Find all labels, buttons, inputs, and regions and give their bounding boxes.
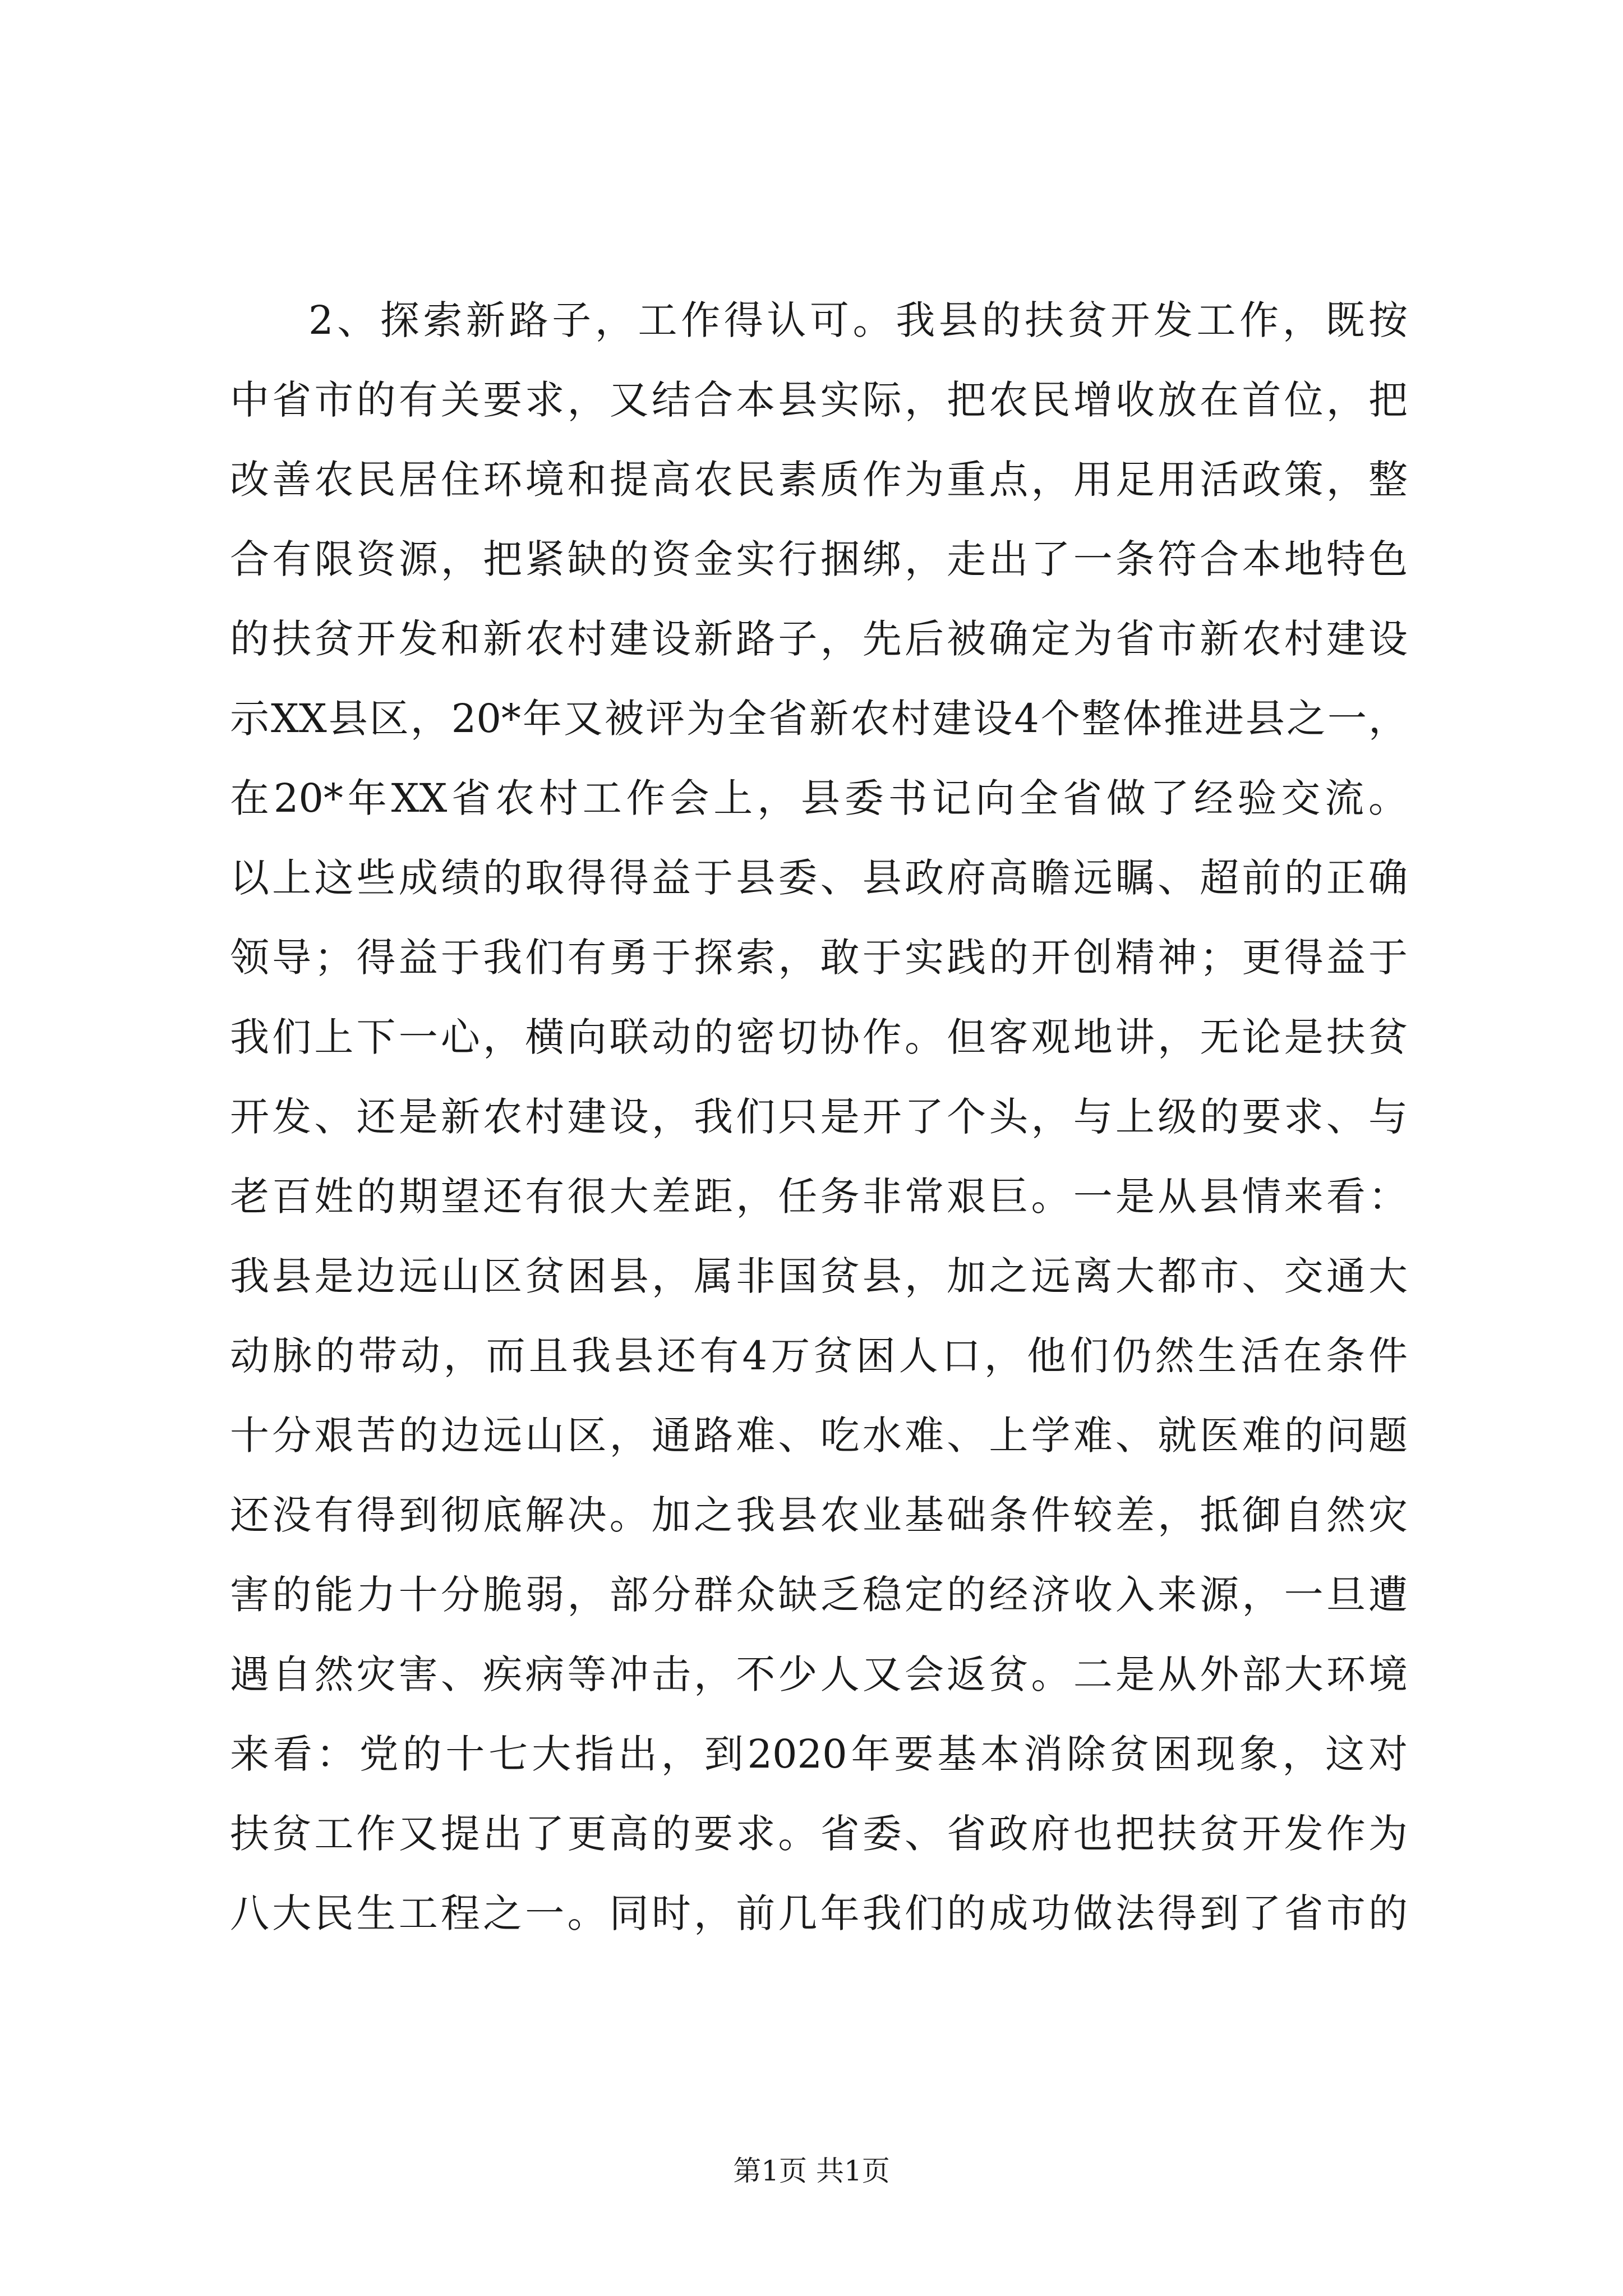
text-line: 开发、还是新农村建设，我们只是开了个头，与上级的要求、与 — [230, 1094, 1408, 1140]
text-line: 我们上下一心，横向联动的密切协作。但客观地讲，无论是扶贫 — [230, 1014, 1408, 1060]
text-line: 动脉的带动，而且我县还有4万贫困人口，他们仍然生活在条件 — [230, 1333, 1408, 1379]
text-line: 害的能力十分脆弱，部分群众缺乏稳定的经济收入来源，一旦遭 — [230, 1572, 1408, 1618]
text-line: 来看：党的十七大指出，到2020年要基本消除贫困现象，这对 — [230, 1731, 1408, 1777]
text-line: 扶贫工作又提出了更高的要求。省委、省政府也把扶贫开发作为 — [230, 1811, 1408, 1857]
body-paragraph — [230, 280, 1408, 1953]
text-line: 合有限资源，把紧缺的资金实行捆绑，走出了一条符合本地特色 — [230, 536, 1408, 582]
text-line: 2、探索新路子，工作得认可。我县的扶贫开发工作，既按 — [308, 297, 1408, 343]
text-line: 以上这些成绩的取得得益于县委、县政府高瞻远瞩、超前的正确 — [230, 855, 1408, 901]
text-line: 改善农民居住环境和提高农民素质作为重点，用足用活政策，整 — [230, 457, 1408, 503]
text-line: 遇自然灾害、疾病等冲击，不少人又会返贫。二是从外部大环境 — [230, 1651, 1408, 1697]
text-line: 示XX县区，20*年又被评为全省新农村建设4个整体推进县之一， — [230, 696, 1408, 742]
text-line: 十分艰苦的边远山区，通路难、吃水难、上学难、就医难的问题 — [230, 1412, 1408, 1458]
text-line: 中省市的有关要求，又结合本县实际，把农民增收放在首位，把 — [230, 377, 1408, 423]
text-line: 我县是边远山区贫困县，属非国贫县，加之远离大都市、交通大 — [230, 1253, 1408, 1299]
text-line: 的扶贫开发和新农村建设新路子，先后被确定为省市新农村建设 — [230, 616, 1408, 662]
text-line: 在20*年XX省农村工作会上，县委书记向全省做了经验交流。 — [230, 775, 1408, 821]
text-line: 领导；得益于我们有勇于探索，敢于实践的开创精神；更得益于 — [230, 935, 1408, 981]
page-number-footer: 第1页 共1页 — [733, 2155, 890, 2187]
text-line: 还没有得到彻底解决。加之我县农业基础条件较差，抵御自然灾 — [230, 1492, 1408, 1538]
text-line: 八大民生工程之一。同时，前几年我们的成功做法得到了省市的 — [230, 1890, 1408, 1936]
text-line: 老百姓的期望还有很大差距，任务非常艰巨。一是从县情来看： — [230, 1174, 1408, 1220]
